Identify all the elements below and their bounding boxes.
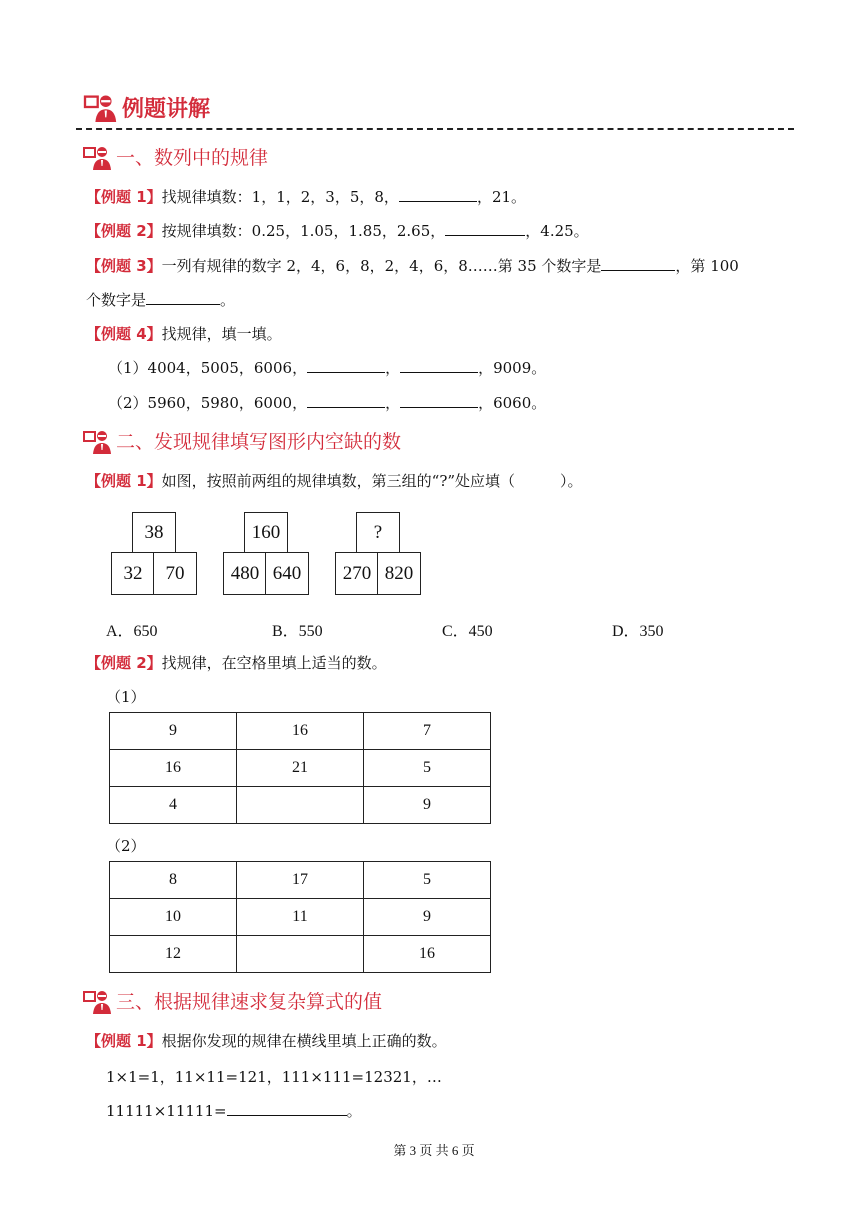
example-text: 如图，按照前两组的规律填数，第三组的“?”处应填（ ）。: [161, 472, 583, 490]
example-tail: ，4.25。: [525, 222, 589, 240]
table-cell: 11: [237, 899, 364, 936]
s1-example-1: [86, 186, 526, 207]
table-2-label: （2）: [106, 837, 146, 855]
answer-blank[interactable]: [601, 256, 675, 271]
table-cell: 9: [110, 713, 237, 750]
table-cell: 16: [237, 713, 364, 750]
example-text: 找规律，在空格里填上适当的数。: [161, 654, 387, 672]
s1-example-4: [86, 323, 282, 344]
answer-blank[interactable]: [307, 393, 385, 408]
teacher-icon: [82, 988, 112, 1014]
option-d[interactable]: D．350: [612, 623, 664, 640]
table-row: [110, 750, 491, 787]
table-row: [110, 899, 491, 936]
page-heading: 例题讲解: [122, 97, 211, 122]
s3-pattern-line: 1×1=1，11×11=121，111×111=12321，…: [106, 1068, 442, 1086]
example-tag: 【例题 3】: [86, 257, 162, 275]
group-left-box: 32: [111, 552, 155, 595]
table-cell: 5: [364, 862, 491, 899]
section-title-2: 二、发现规律填写图形内空缺的数: [116, 431, 402, 453]
answer-blank[interactable]: [400, 393, 478, 408]
group-top-box: 38: [132, 512, 176, 554]
example-text: 找规律填数：1，1，2，3，5，8，: [161, 188, 399, 206]
part-sep: ，: [385, 394, 401, 412]
answer-blank[interactable]: [445, 221, 525, 236]
equation-text: 11111×11111=: [106, 1102, 227, 1120]
example-text: 根据你发现的规律在横线里填上正确的数。: [161, 1032, 447, 1050]
group-right-box: 70: [153, 552, 197, 595]
example-tail: 。: [220, 291, 236, 309]
section-title-3: 三、根据规律速求复杂算式的值: [116, 991, 383, 1013]
blank-cell[interactable]: [237, 936, 364, 973]
example-text: 找规律，填一填。: [161, 325, 282, 343]
table-cell: 17: [237, 862, 364, 899]
table-cell: 7: [364, 713, 491, 750]
answer-blank[interactable]: [400, 358, 478, 373]
option-c[interactable]: C．450: [442, 623, 493, 640]
table-cell: 10: [110, 899, 237, 936]
s2-example-1: [86, 470, 583, 491]
example-text: 一列有规律的数字 2，4，6，8，2，4，6，8……第 35 个数字是: [161, 257, 602, 275]
s1-example-2: [86, 220, 589, 241]
part-text: （2）5960，5980，6000，: [108, 394, 308, 412]
answer-blank[interactable]: [146, 290, 220, 305]
answer-blank[interactable]: [227, 1101, 347, 1116]
table-row: [110, 713, 491, 750]
example-tag: 【例题 1】: [86, 1032, 162, 1050]
s3-answer-line: [106, 1100, 362, 1121]
table-cell: 12: [110, 936, 237, 973]
blank-cell[interactable]: [237, 787, 364, 824]
part-tail: ，6060。: [478, 394, 547, 412]
heading-divider: [76, 128, 794, 130]
group-top-box: 160: [244, 512, 288, 554]
table-cell: 8: [110, 862, 237, 899]
table-cell: 16: [110, 750, 237, 787]
group-left-box: 270: [335, 552, 379, 595]
answer-blank[interactable]: [399, 187, 477, 202]
part-sep: ，: [385, 359, 401, 377]
s1-example-3: [86, 255, 739, 276]
example-text: 个数字是: [86, 291, 147, 309]
section-title-1: 一、数列中的规律: [116, 147, 269, 169]
table-row: [110, 936, 491, 973]
table-cell: 9: [364, 899, 491, 936]
option-b[interactable]: B．550: [272, 623, 323, 640]
example-tag: 【例题 1】: [86, 472, 162, 490]
example-tag: 【例题 2】: [86, 654, 162, 672]
group-right-box: 640: [265, 552, 309, 595]
group-top-box: ?: [356, 512, 400, 554]
part-text: （1）4004，5005，6006，: [108, 359, 308, 377]
example-tail: ，21。: [476, 188, 527, 206]
example-mid: ，第 100: [675, 257, 739, 275]
option-a[interactable]: A．650: [106, 623, 158, 640]
teacher-icon: [82, 144, 112, 170]
table-row: [110, 862, 491, 899]
table-cell: 4: [110, 787, 237, 824]
group-right-box: 820: [377, 552, 421, 595]
example-tag: 【例题 4】: [86, 325, 162, 343]
example-tag: 【例题 2】: [86, 222, 162, 240]
table-1-label: （1）: [106, 688, 146, 706]
answer-blank[interactable]: [307, 358, 385, 373]
table-cell: 16: [364, 936, 491, 973]
table-cell: 9: [364, 787, 491, 824]
teacher-icon: [82, 428, 112, 454]
table-2: [109, 861, 491, 973]
teacher-icon: [82, 92, 118, 122]
page-footer: 第 3 页 共 6 页: [393, 1143, 475, 1158]
s2-example-2: [86, 652, 387, 673]
equation-tail: 。: [346, 1102, 362, 1120]
s1-example-3-line2: [86, 289, 235, 310]
table-row: [110, 787, 491, 824]
group-left-box: 480: [223, 552, 267, 595]
example-text: 按规律填数：0.25，1.05，1.85，2.65，: [161, 222, 446, 240]
table-cell: 21: [237, 750, 364, 787]
table-cell: 5: [364, 750, 491, 787]
s1-example-4-part-2: [108, 392, 546, 413]
table-1: [109, 712, 491, 824]
part-tail: ，9009。: [478, 359, 547, 377]
s3-example-1: [86, 1030, 447, 1051]
s1-example-4-part-1: [108, 357, 546, 378]
example-tag: 【例题 1】: [86, 188, 162, 206]
